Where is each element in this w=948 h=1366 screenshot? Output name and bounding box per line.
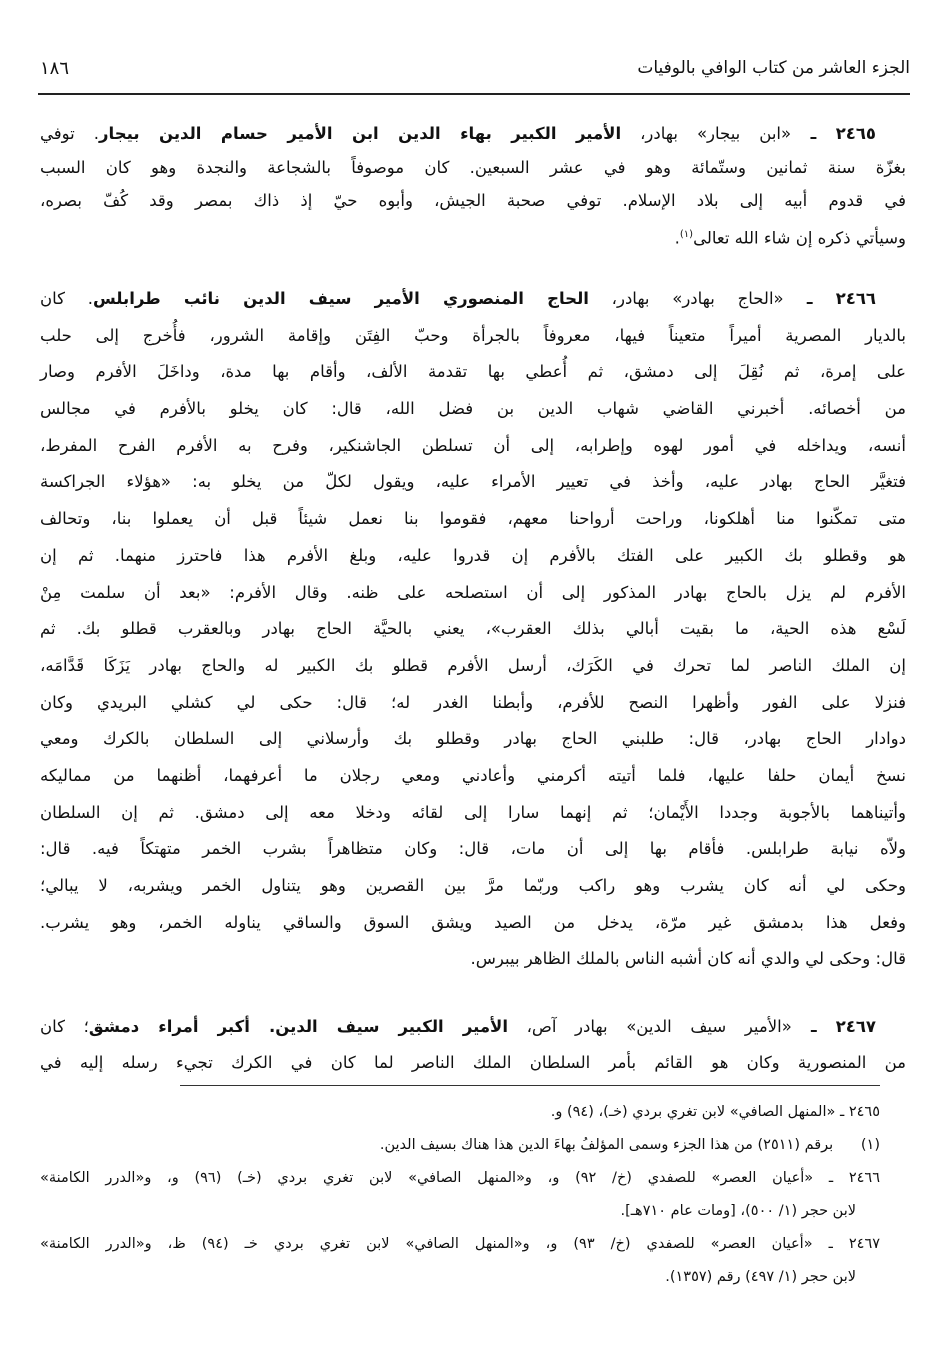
footnote-rule <box>180 1085 880 1086</box>
running-header <box>40 52 910 86</box>
text-line: نسخ أيمان حلفا عليها، فلما أتيته أكرمني وأعادني ومعي رجلان ما أعرفهما، أظنهما من مماليكه <box>40 765 906 785</box>
text-line: من المنصورية وكان هو القائم بأمر السلطان الملك الناصر لما كان في الكرك تجيء رسله إليه في <box>40 1053 906 1072</box>
entry-heading: ٢٤٦٧ ـ «الأمير سيف الدين» بهادر آص، الأمير الكبير سيف الدين. أكبر أمراء دمشق؛ كان <box>40 1017 876 1036</box>
text-line: ولاّه نيابة طرابلس. فأقام بها إلى أن مات، قال: وكان متظاهراً بشرب الخمر متهتكاً فيه. قال: <box>40 839 906 859</box>
entry-2466 <box>40 281 906 978</box>
entry-heading: ٢٤٦٦ ـ «الحاج بهادر» بهادر، الحاج المنصوري الأمير سيف الدين نائب طرابلس. كان <box>40 289 876 308</box>
text-line: هو وقطلو بك الكبير على الفتك بالأفرم إن قدروا عليه، وبلغ الأفرم هذا فاحترز منهما. ثم إن <box>40 545 906 565</box>
header-rule <box>38 93 910 95</box>
text-line: الأفرم لم يزل بالحاج بهادر المذكور إلى أن استصلحه على ظنه. وقال الأفرم: «بعد أن سلمت مِنْ <box>40 582 906 602</box>
text-line: من أخصائه. أخبرني القاضي شهاب الدين بن فضل الله، قال: كان يخلو بالأفرم في مجالس <box>40 399 906 419</box>
text-line: في قدوم أبيه إلى بلاد الإسلام. توفي صحبة الجيش، وأبوه حيّ إذ ذاك بمصر وقد كُفّ بصره، <box>40 191 906 210</box>
footnote: (١) برقم (٢٥١١) من هذا الجزء وسمى المؤلفُ بهاءَ الدين هذا هناك بسيف الدين. <box>379 1137 880 1153</box>
text-line: فتغيَّر الحاج بهادر عليه، وأخذ في تعيير الأمراء عليه، ويقول لكلّ من يخلو به: «هؤلاء الجراكسة <box>40 472 906 492</box>
footnote-continuation: لابن حجر (١/ ٥٠٠)، [ومات عام ٧١٠هـ]. <box>620 1203 856 1219</box>
text-line: لَسْع هذه الحية، ما بقيت أبالي بذلك العقرب»، يعني بالحيَّة الحاج بهادر وبالعقرب قطلو بك. ثم <box>40 619 906 639</box>
text-line: وأتيناهما بالأجوبة وجددا الأَيْمان؛ ثم إنهما سارا إلى لقائه ودخلا معه إلى دمشق. ثم إن السلطان <box>40 802 906 822</box>
page-number: ١٨٦ <box>40 58 70 79</box>
text-line: أنسه، ويداخله في أمور لهوه وإطرابه، إلى أن تسلطن الجاشنكير، وفرح به الأفرم الفرح المفرط، <box>40 435 906 455</box>
book-title: الجزء العاشر من كتاب الوافي بالوفيات <box>637 58 910 78</box>
footnote-ref[interactable]: (١) <box>679 228 694 240</box>
footnote: ٢٤٦٦ ـ «أعيان العصر» للصفدي (خ/ ٩٢) و، و«المنهل الصافي» لابن تغري بردي (خـ) (٩٦) و، و«الدرر الكامنة» <box>40 1170 881 1186</box>
entry-2467 <box>40 1009 906 1081</box>
text-line: إن الملك الناصر لما تحرك في الكَرَك، أرسل الأفرم قطلو بك الكبير له والحاج بهادر يَزَكَا قَدَّامَه، <box>40 655 906 675</box>
text-line: بالديار المصرية أميراً متعيناً فيها، معروفاً بالجرأة وحبّ الفِتَن وإقامة الشرور، فأُخرج إلى حلب <box>40 325 906 345</box>
entry-2465 <box>40 117 906 251</box>
footnote-continuation: لابن حجر (١/ ٤٩٧) رقم (١٣٥٧). <box>665 1269 856 1285</box>
footnote: ٢٤٦٧ ـ «أعيان العصر» للصفدي (خ/ ٩٣) و، و«المنهل الصافي» لابن تغري بردي خـ (٩٤) ظ، و«الدرر الكامنة» <box>40 1236 881 1252</box>
text-line: قال: وحكى لي والدي أنه كان أشبه الناس بالملك الظاهر بيبرس. <box>470 949 906 969</box>
footnotes <box>40 1096 880 1294</box>
text-line: بغزّة سنة ثمانين وستّمائة وهو في عشر السبعين. كان موصوفاً بالشجاعة والنجدة وهو كان السبب <box>40 157 906 177</box>
text-line: وفعل هذا بدمشق غير مرّة، يدخل من الصيد ويشق السوق والساقي يناوله الخمر، وهو يشرب. <box>40 912 906 932</box>
text-line: وسيأتي ذكره إن شاء الله تعالى$^{(١)}$. <box>674 228 906 247</box>
text-line: دوادار الحاج بهادر، قال: طلبني الحاج بهادر وقطلو بك وأرسلاني إلى السلطان بالكرك ومعي <box>40 729 906 749</box>
text-line: على إمرة، ثم نُقِلَ إلى دمشق، ثم أُعطي بها تقدمة الألف، وأقام بها مدة، وداخَلَ الأفرم وصار <box>40 362 906 382</box>
footnote: ٢٤٦٥ ـ «المنهل الصافي» لابن تغري بردي (خـ)، (٩٤) و. <box>550 1104 880 1120</box>
text-line: وحكى لي أنه كان يشرب وهو راكب وربّما مرَّ بين القصرين وهو يتناول الخمر ويشربه، لا يبالي؛ <box>40 876 906 895</box>
text-line: فنزلا على الفور وأظهرا النصح للأفرم، وأبطنا الغدر له؛ قال: حكى لي كشلي البريدي وكان <box>40 692 906 712</box>
entry-heading: ٢٤٦٥ ـ «ابن بيجار» بهادر، الأمير الكبير بهاء الدين ابن الأمير حسام الدين بيجار. توفي <box>40 124 876 143</box>
text-line: متى تمكّنوا منا أهلكونا، وراحت أرواحنا معهم، فقوموا بنا نعمل شيئاً قبل أن يعملوا بنا، وتحالف <box>40 509 906 529</box>
